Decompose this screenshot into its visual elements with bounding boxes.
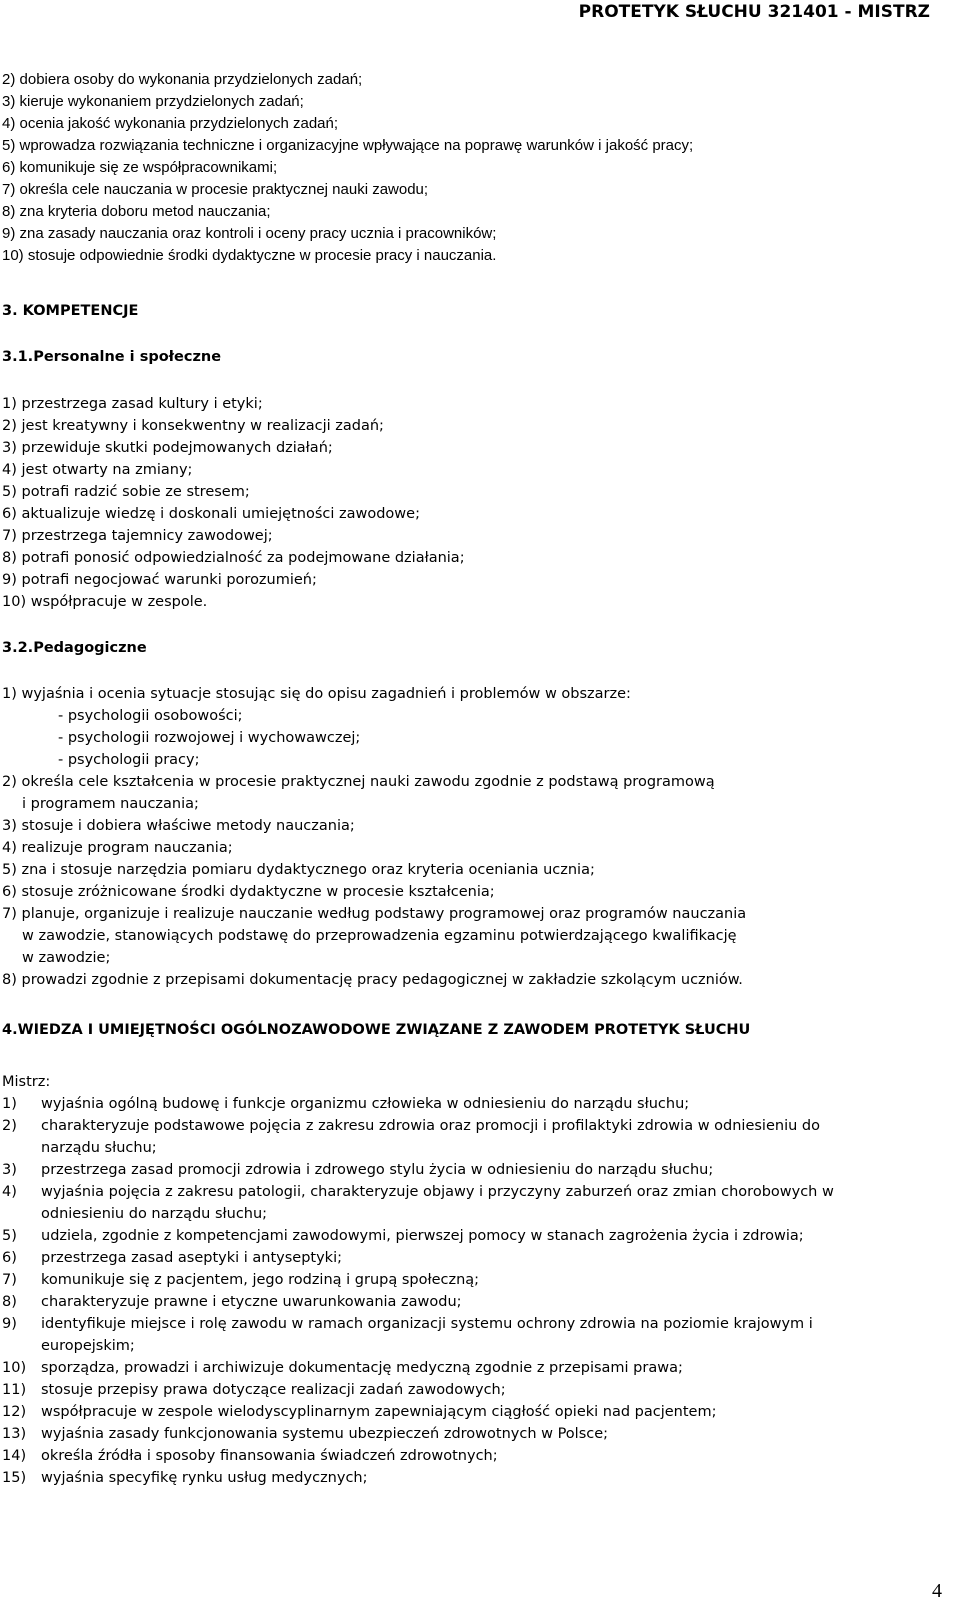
list-item: 7) określa cele nauczania w procesie praktycznej nauki zawodu; [2, 181, 429, 198]
list-item-number: 5) [2, 1228, 17, 1244]
list-item-text: udziela, zgodnie z kompetencjami zawodowymi, pierwszej pomocy w stanach zagrożenia życia i zdrowia; [41, 1228, 804, 1244]
section-3 [0, 300, 940, 322]
list-item-number: 10) [2, 1360, 27, 1376]
list-item-text: identyfikuje miejsce i rolę zawodu w ramach organizacji systemu ochrony zdrowia na poziomie krajowym i [41, 1316, 813, 1332]
list-item-number: 7) [2, 1272, 17, 1288]
list-item: 1) przestrzega zasad kultury i etyki; [2, 396, 263, 412]
list-item-number: 11) [2, 1382, 27, 1398]
section-3-2-title: 3.2.Pedagogiczne [2, 640, 147, 656]
list-item: 6) komunikuje się ze współpracownikami; [2, 159, 278, 176]
list-item: 7) przestrzega tajemnicy zawodowej; [2, 528, 273, 544]
section-3-2 [0, 637, 940, 659]
list-item: 4) jest otwarty na zmiany; [2, 462, 193, 478]
list-item: 10) stosuje odpowiednie środki dydaktyczne w procesie pracy i nauczania. [2, 247, 497, 264]
list-item-number: 3) [2, 1162, 17, 1178]
list-item [0, 1225, 940, 1247]
list-item: 9) potrafi negocjować warunki porozumień; [2, 572, 317, 588]
page-number: 4 [932, 1580, 942, 1602]
list-item: 9) zna zasady nauczania oraz kontroli i oceny pracy ucznia i pracowników; [2, 225, 497, 242]
document-header: PROTETYK SŁUCHU 321401 - MISTRZ [578, 2, 930, 22]
list-item-text: określa źródła i sposoby finansowania świadczeń zdrowotnych; [41, 1448, 498, 1464]
list-item [0, 1115, 940, 1137]
list-item: 6) stosuje zróżnicowane środki dydaktyczne w procesie kształcenia; [2, 884, 495, 900]
list-item: 2) jest kreatywny i konsekwentny w realizacji zadań; [2, 418, 384, 434]
list-item-text: przestrzega zasad aseptyki i antyseptyki; [41, 1250, 342, 1266]
list-item-continuation: odniesieniu do narządu słuchu; [41, 1206, 268, 1222]
list-item [0, 1379, 940, 1401]
list-item-number: 15) [2, 1470, 27, 1486]
list-item-text: wyjaśnia pojęcia z zakresu patologii, charakteryzuje objawy i przyczyny zaburzeń oraz zmian chorobowych w [41, 1184, 834, 1200]
section-3-title: 3. KOMPETENCJE [2, 303, 139, 319]
list-item: 5) potrafi radzić sobie ze stresem; [2, 484, 250, 500]
list-item: 6) aktualizuje wiedzę i doskonali umiejętności zawodowe; [2, 506, 420, 522]
list-item: 3) kieruje wykonaniem przydzielonych zadań; [2, 93, 304, 110]
list-item-number: 13) [2, 1426, 27, 1442]
section-3-2-list [0, 683, 940, 991]
list-item [0, 1313, 940, 1335]
list-item [0, 1423, 940, 1445]
list-item-text: sporządza, prowadzi i archiwizuje dokumentację medyczną zgodnie z przepisami prawa; [41, 1360, 683, 1376]
list-item-text: wyjaśnia specyfikę rynku usług medycznych; [41, 1470, 368, 1486]
list-item: 2) określa cele kształcenia w procesie praktycznej nauki zawodu zgodnie z podstawą programową [2, 774, 715, 790]
list-item [0, 1445, 940, 1467]
list-item [0, 1291, 940, 1313]
list-item-number: 9) [2, 1316, 17, 1332]
mistrz-label: Mistrz: [2, 1074, 51, 1090]
list-item: 1) wyjaśnia i ocenia sytuacje stosując się do opisu zagadnień i problemów w obszarze: [2, 686, 631, 702]
list-item-number: 1) [2, 1096, 17, 1112]
list-item: 8) prowadzi zgodnie z przepisami dokumentację pracy pedagogicznej w zakładzie szkolącym uczniów. [2, 972, 743, 988]
list-item: 10) współpracuje w zespole. [2, 594, 208, 610]
list-item [0, 1093, 940, 1115]
section-3-1-list [0, 393, 940, 613]
list-item [0, 1269, 940, 1291]
list-item: 5) wprowadza rozwiązania techniczne i organizacyjne wpływające na poprawę warunków i jakość pracy; [2, 137, 694, 154]
list-item-number: 14) [2, 1448, 27, 1464]
list-item-number: 6) [2, 1250, 17, 1266]
list-item-text: przestrzega zasad promocji zdrowia i zdrowego stylu życia w odniesieniu do narządu słuchu; [41, 1162, 714, 1178]
list-item: 2) dobiera osoby do wykonania przydzielonych zadań; [2, 71, 363, 88]
list-item: 8) potrafi ponosić odpowiedzialność za podejmowane działania; [2, 550, 465, 566]
list-item: 5) zna i stosuje narzędzia pomiaru dydaktycznego oraz kryteria oceniania ucznia; [2, 862, 595, 878]
section-3-1 [0, 346, 940, 368]
list-item-text: współpracuje w zespole wielodyscyplinarnym zapewniającym ciągłość opieki nad pacjentem; [41, 1404, 717, 1420]
list-item: 8) zna kryteria doboru metod nauczania; [2, 203, 271, 220]
list-item-text: charakteryzuje podstawowe pojęcia z zakresu zdrowia oraz promocji i profilaktyki zdrowia w odniesieniu do [41, 1118, 820, 1134]
section-3-1-title: 3.1.Personalne i społeczne [2, 349, 222, 365]
list-item: i programem nauczania; [22, 796, 199, 812]
list-item-text: charakteryzuje prawne i etyczne uwarunkowania zawodu; [41, 1294, 462, 1310]
list-item: - psychologii rozwojowej i wychowawczej; [58, 730, 361, 746]
list-item-number: 12) [2, 1404, 27, 1420]
top-list [0, 69, 940, 267]
list-item-text: wyjaśnia zasady funkcjonowania systemu ubezpieczeń zdrowotnych w Polsce; [41, 1426, 609, 1442]
list-item: 4) ocenia jakość wykonania przydzielonych zadań; [2, 115, 339, 132]
list-item-number: 8) [2, 1294, 17, 1310]
list-item-number: 4) [2, 1184, 17, 1200]
list-item [0, 1357, 940, 1379]
section-4-list [0, 1093, 940, 1489]
list-item: 3) stosuje i dobiera właściwe metody nauczania; [2, 818, 355, 834]
list-item-text: stosuje przepisy prawa dotyczące realizacji zadań zawodowych; [41, 1382, 506, 1398]
list-item [0, 1181, 940, 1203]
mistrz-block [0, 1071, 940, 1489]
section-4 [0, 1019, 940, 1041]
list-item: 3) przewiduje skutki podejmowanych działań; [2, 440, 333, 456]
list-item-text: komunikuje się z pacjentem, jego rodziną i grupą społeczną; [41, 1272, 480, 1288]
list-item: w zawodzie; [22, 950, 111, 966]
list-item: 4) realizuje program nauczania; [2, 840, 233, 856]
list-item: - psychologii osobowości; [58, 708, 243, 724]
list-item: 7) planuje, organizuje i realizuje nauczanie według podstawy programowej oraz programów nauczania [2, 906, 747, 922]
list-item [0, 1159, 940, 1181]
list-item [0, 1467, 940, 1489]
list-item [0, 1247, 940, 1269]
list-item-continuation: narządu słuchu; [41, 1140, 157, 1156]
list-item-number: 2) [2, 1118, 17, 1134]
list-item: w zawodzie, stanowiących podstawę do przeprowadzenia egzaminu potwierdzającego kwalifikację [22, 928, 737, 944]
list-item: - psychologii pracy; [58, 752, 200, 768]
section-4-title: 4.WIEDZA I UMIEJĘTNOŚCI OGÓLNOZAWODOWE ZWIĄZANE Z ZAWODEM PROTETYK SŁUCHU [2, 1022, 751, 1038]
list-item-text: wyjaśnia ogólną budowę i funkcje organizmu człowieka w odniesieniu do narządu słuchu; [41, 1096, 690, 1112]
list-item-continuation: europejskim; [41, 1338, 135, 1354]
list-item [0, 1401, 940, 1423]
